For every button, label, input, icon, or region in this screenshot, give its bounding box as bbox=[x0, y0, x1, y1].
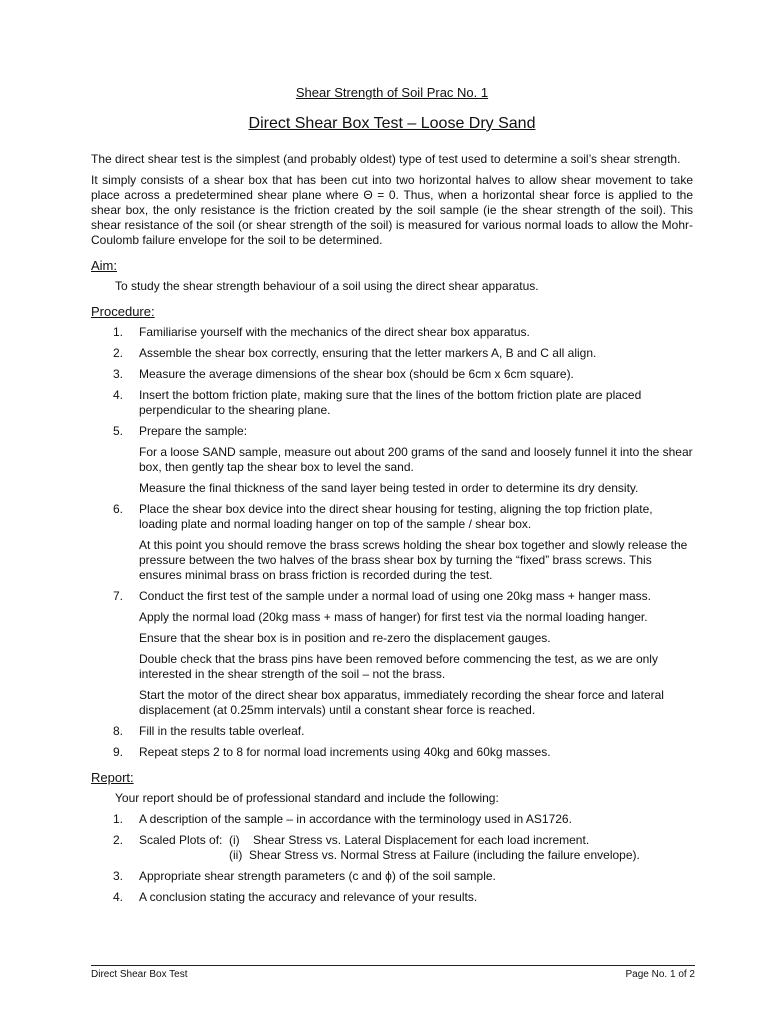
procedure-step-number: 9. bbox=[113, 745, 124, 759]
report-item bbox=[91, 890, 693, 905]
procedure-step-text: Measure the average dimensions of the shear box (should be 6cm x 6cm square). bbox=[139, 367, 574, 381]
report-intro: Your report should be of professional standard and include the following: bbox=[115, 791, 499, 805]
procedure-step-detail: For a loose SAND sample, measure out about 200 grams of the sand and loosely funnel it into the shear box, then gently tap the shear box to level the sand. bbox=[139, 445, 693, 474]
footer-divider bbox=[91, 965, 695, 966]
procedure-step bbox=[91, 724, 693, 739]
procedure-step-text: Place the shear box device into the direct shear housing for testing, aligning the top friction plate, loading plate and normal loading hanger on top of the sample / shear box. bbox=[139, 502, 653, 531]
procedure-step bbox=[91, 424, 693, 439]
scaled-plots-label: Scaled Plots of: bbox=[139, 833, 223, 847]
procedure-step-detail: At this point you should remove the brass screws holding the shear box together and slowly release the pressure between the two halves of the brass shear box by turning the “fixed” brass screws. This ensures minimal brass on brass friction is recorded during the test. bbox=[139, 538, 688, 582]
scaled-plot-part-2: (ii) Shear Stress vs. Normal Stress at Failure (including the failure envelope). bbox=[229, 848, 640, 862]
document-body bbox=[91, 152, 693, 911]
procedure-step bbox=[91, 346, 693, 361]
procedure-step-text: Repeat steps 2 to 8 for normal load increments using 40kg and 60kg masses. bbox=[139, 745, 551, 759]
procedure-step-number: 7. bbox=[113, 589, 124, 603]
procedure-step-number: 2. bbox=[113, 346, 124, 360]
procedure-step-detail: Start the motor of the direct shear box apparatus, immediately recording the shear force and lateral displacement (at 0.25mm intervals) until a constant shear force is reached. bbox=[139, 688, 664, 717]
procedure-step bbox=[91, 367, 693, 382]
procedure-step-number: 8. bbox=[113, 724, 124, 738]
procedure-step-number: 5. bbox=[113, 424, 124, 438]
report-item-number: 2. bbox=[113, 833, 124, 847]
procedure-step-text: Insert the bottom friction plate, making sure that the lines of the bottom friction plate are placed perpendicular to the shearing plane. bbox=[139, 388, 642, 417]
document-subtitle: Shear Strength of Soil Prac No. 1 bbox=[295, 85, 489, 100]
procedure-step bbox=[91, 745, 693, 760]
footer-document-name: Direct Shear Box Test bbox=[91, 969, 188, 980]
procedure-heading: Procedure: bbox=[91, 304, 155, 319]
intro-paragraph-1: The direct shear test is the simplest (and probably oldest) type of test used to determine a soil’s shear strength. bbox=[91, 152, 681, 166]
report-item-number: 3. bbox=[113, 869, 124, 883]
report-item-text: Appropriate shear strength parameters (c and ϕ) of the soil sample. bbox=[139, 869, 496, 883]
procedure-step-number: 6. bbox=[113, 502, 124, 516]
report-item bbox=[91, 833, 693, 863]
procedure-step bbox=[91, 388, 693, 418]
procedure-step bbox=[91, 502, 693, 532]
report-item-text: A conclusion stating the accuracy and relevance of your results. bbox=[139, 890, 478, 904]
procedure-step-text: Familiarise yourself with the mechanics of the direct shear box apparatus. bbox=[139, 325, 530, 339]
intro-paragraph-2: It simply consists of a shear box that has been cut into two horizontal halves to allow shear movement to take place across a predetermined shear plane where Θ = 0. Thus, when a horizontal shear force is applied to the shear box, the only resistance is the friction created by the soil sample (ie the shear strength of the soil). This shear resistance of the soil (or shear strength of the soil) is measured for various normal loads to allow the Mohr-Coulomb failure envelope for the soil to be determined. bbox=[91, 173, 693, 247]
report-item-number: 4. bbox=[113, 890, 124, 904]
procedure-step bbox=[91, 325, 693, 340]
scaled-plots-row bbox=[139, 833, 693, 863]
procedure-step-detail: Double check that the brass pins have been removed before commencing the test, as we are only interested in the shear strength of the soil – not the brass. bbox=[139, 652, 658, 681]
footer-page-number: Page No. 1 of 2 bbox=[625, 969, 695, 980]
procedure-step-number: 3. bbox=[113, 367, 124, 381]
scaled-plots-parts bbox=[229, 833, 693, 863]
report-item-number: 1. bbox=[113, 812, 124, 826]
report-heading: Report: bbox=[91, 770, 134, 785]
procedure-step-detail: Ensure that the shear box is in position and re-zero the displacement gauges. bbox=[139, 631, 551, 645]
intro-section bbox=[91, 152, 693, 248]
report-list bbox=[91, 812, 693, 905]
procedure-step-text: Conduct the first test of the sample under a normal load of using one 20kg mass + hanger mass. bbox=[139, 589, 651, 603]
procedure-step-text: Fill in the results table overleaf. bbox=[139, 724, 305, 738]
procedure-step-detail: Measure the final thickness of the sand layer being tested in order to determine its dry density. bbox=[139, 481, 639, 495]
document-title: Direct Shear Box Test – Loose Dry Sand bbox=[248, 115, 536, 132]
aim-text: To study the shear strength behaviour of a soil using the direct shear apparatus. bbox=[115, 279, 539, 293]
scaled-plot-part-1: (i) Shear Stress vs. Lateral Displacement for each load increment. bbox=[229, 833, 590, 847]
report-item bbox=[91, 869, 693, 884]
aim-heading: Aim: bbox=[91, 258, 117, 273]
procedure-step-detail: Apply the normal load (20kg mass + mass of hanger) for first test via the normal loading hanger. bbox=[139, 610, 648, 624]
procedure-list bbox=[91, 325, 693, 760]
procedure-step-text: Assemble the shear box correctly, ensuring that the letter markers A, B and C all align. bbox=[139, 346, 597, 360]
report-item bbox=[91, 812, 693, 827]
procedure-step bbox=[91, 589, 693, 604]
report-item-text: A description of the sample – in accordance with the terminology used in AS1726. bbox=[139, 812, 572, 826]
procedure-step-number: 1. bbox=[113, 325, 124, 339]
procedure-step-text: Prepare the sample: bbox=[139, 424, 248, 438]
procedure-step-number: 4. bbox=[113, 388, 124, 402]
